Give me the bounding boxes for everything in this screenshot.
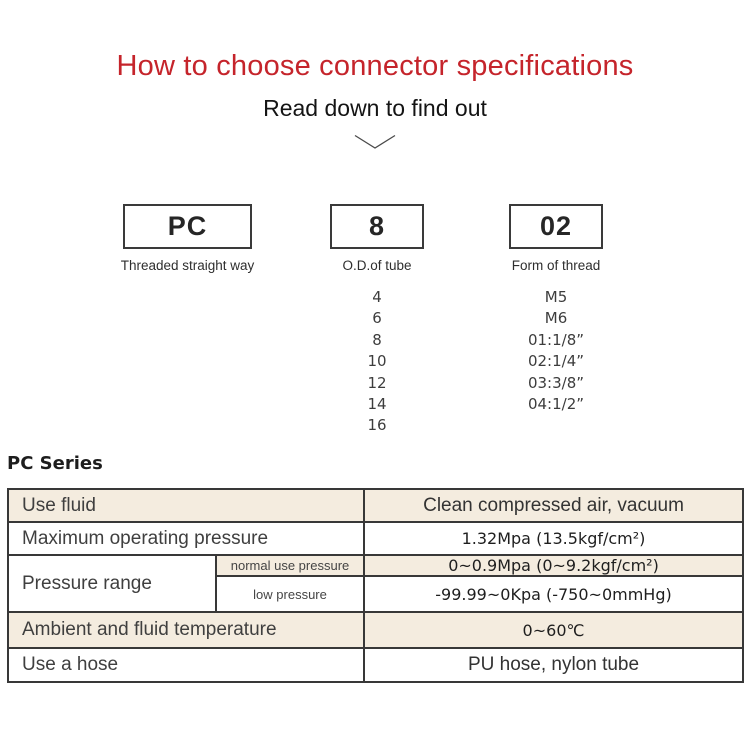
- row-label: Use a hose: [8, 648, 364, 682]
- table-row: [8, 555, 743, 576]
- option-item: M5: [544, 288, 568, 306]
- page-subtitle: Read down to find out: [263, 95, 487, 121]
- chevron-down-icon: [0, 134, 750, 149]
- page-title: How to choose connector specifications: [116, 50, 634, 82]
- row-value: Clean compressed air, vacuum: [364, 489, 743, 522]
- row-label: Use fluid: [8, 489, 364, 522]
- option-item: 01:1/8”: [527, 330, 585, 349]
- tube-od-label: O.D.of tube: [342, 258, 412, 273]
- sub-row-label: normal use pressure: [216, 555, 364, 576]
- option-item: 12: [367, 373, 387, 392]
- option-item: 04:1/2”: [527, 395, 585, 414]
- row-value: PU hose, nylon tube: [364, 648, 743, 682]
- thread-form-options-list: [491, 287, 621, 415]
- code-breakdown: [0, 204, 750, 454]
- table-row: [8, 522, 743, 555]
- row-label: Ambient and fluid temperature: [8, 612, 364, 648]
- sub-row-value: -99.99~0Kpa (-750~0mmHg): [364, 576, 743, 612]
- option-item: 6: [372, 309, 382, 328]
- series-heading: PC Series: [7, 453, 103, 474]
- table-row: [8, 648, 743, 682]
- spec-table: [7, 488, 744, 683]
- tube-od-options-list: [317, 287, 437, 437]
- row-label: Pressure range: [8, 555, 216, 612]
- option-item: 14: [367, 395, 387, 414]
- option-item: 4: [372, 288, 382, 306]
- segment-tube-od: [317, 204, 437, 437]
- option-item: 10: [367, 352, 387, 371]
- row-value: 0~60℃: [364, 612, 743, 648]
- option-item: 03:3/8”: [527, 373, 585, 392]
- sub-row-value: 0~0.9Mpa (0~9.2kgf/cm²): [364, 555, 743, 576]
- series-code-box: PC: [123, 204, 252, 249]
- segment-series-code: [105, 204, 270, 287]
- option-item: 16: [367, 416, 387, 435]
- sub-row-label: low pressure: [216, 576, 364, 612]
- table-row: [8, 489, 743, 522]
- thread-form-code-box: 02: [509, 204, 603, 249]
- thread-form-label: Form of thread: [511, 258, 601, 273]
- segment-thread-form: [491, 204, 621, 415]
- table-row: [8, 612, 743, 648]
- option-item: 8: [372, 330, 382, 349]
- row-value: 1.32Mpa (13.5kgf/cm²): [364, 522, 743, 555]
- option-item: 02:1/4”: [527, 352, 585, 371]
- hero-section: [0, 0, 750, 149]
- option-item: M6: [544, 309, 568, 328]
- tube-od-code-box: 8: [330, 204, 424, 249]
- row-label: Maximum operating pressure: [8, 522, 364, 555]
- series-code-label: Threaded straight way: [120, 258, 255, 273]
